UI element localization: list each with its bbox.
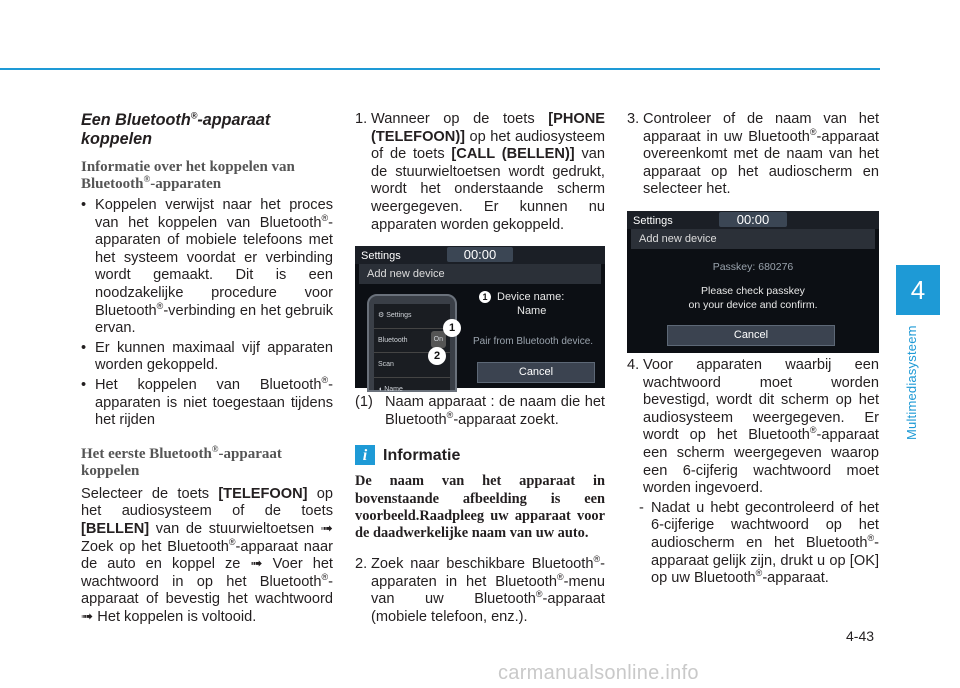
section-title: Een Bluetooth®-apparaat koppelen — [81, 110, 271, 148]
chapter-tab: 4 — [896, 265, 940, 315]
page-number: 4-43 — [846, 628, 875, 644]
screen-header — [355, 246, 605, 264]
confirm-message-1: Please check passkey — [701, 284, 805, 297]
step-3: 3. Controleer of de naam van het apparaat in uw Bluetooth®-apparaat overeenkomt met de naam van het apparaat op het audioscherm en selecteer het. — [627, 111, 879, 198]
device-name-label: Device name: — [497, 291, 565, 304]
caption-device-name: (1) Naam apparaat : de naam die het Bluetooth®-apparaat zoekt. — [355, 394, 605, 428]
info-body: De naam van het apparaat in bovenstaande afbeelding is een voorbeeld.Raadpleeg uw apparaat voor de daadwerkelijke naam van uw auto. — [355, 473, 605, 541]
callout-badge: 1 — [443, 319, 461, 337]
phone-item: ⚙ Settings — [374, 304, 450, 329]
screen-clock: 00:00 — [447, 247, 513, 262]
step-2: 2. Zoek naar beschikbare Bluetooth®-apparaten in het Bluetooth®-menu van uw Bluetooth®-apparaat (mobiele telefoon, enz.). — [355, 554, 605, 625]
step-4: 4. Voor apparaten waarbij een wachtwoord moet worden bevestigd, wordt dit scherm op het audiosysteem weergegeven. Er wordt op het Bluetooth®-apparaat een scherm weergegeven waarop een 6-cijferig wachtwoord moet worden ingevoerd. — [627, 356, 879, 497]
info-title: Informatie — [383, 446, 461, 464]
subheading-first-pairing: Het eerste Bluetooth®-apparaat koppelen — [81, 443, 282, 479]
subheading-info: Informatie over het koppelen van Bluetooth®-apparaten — [81, 159, 295, 192]
phone-item: Bluetooth On — [374, 329, 450, 354]
screen-title: Settings — [361, 250, 401, 263]
list-item: • Koppelen verwijst naar het proces van het koppelen van Bluetooth®-apparaten of mobiele telefoons met het systeem voordat er verbinding wordt gemaakt. Dit is een noodzakelijke procedure voor Bluetooth®-verbinding en het gebruik ervan. — [81, 197, 333, 338]
screenshot-passkey — [627, 211, 879, 353]
toggle-switch: On — [431, 331, 446, 349]
passkey-text: Passkey: 680276 — [712, 260, 794, 273]
callout-badge: 2 — [428, 347, 446, 365]
pairing-hint: Pair from Bluetooth device. — [473, 336, 594, 348]
info-icon: i — [355, 445, 375, 465]
bullet-list — [81, 197, 333, 430]
step-1: 1. Wanneer op de toets [PHONE (TELEFOON)] op het audiosysteem of de toets [CALL (BELLEN)] van de stuurwieltoetsen wordt gedrukt, wordt het onderstaande scherm weergegeven. Er kunnen nu apparaten worden gekoppeld. — [355, 111, 605, 233]
header-rule — [0, 68, 880, 70]
list-item: • Het koppelen van Bluetooth®-apparaten is niet toegestaan tijdens het rijden — [81, 377, 333, 430]
cancel-button[interactable]: Cancel — [477, 362, 595, 383]
note-confirm: - Nadat u hebt gecontroleerd of het 6-cijferige wachtwoord op het audioscherm en het Bluetooth®-apparaat gelijk zijn, drukt u op [OK] op uw Bluetooth®-apparaat. — [639, 499, 879, 587]
screen-subtitle: Add new device — [631, 229, 875, 249]
phone-item: ◖ Name — [378, 385, 403, 393]
list-item: • Er kunnen maximaal vijf apparaten worden gekoppeld. — [81, 340, 333, 375]
screen-subtitle: Add new device — [359, 264, 601, 284]
screen-header — [627, 211, 879, 229]
confirm-message-2: on your device and confirm. — [688, 298, 818, 311]
phone-item: Scan — [374, 353, 450, 378]
screenshot-add-device — [355, 246, 605, 393]
chapter-label: Multimediasysteem — [904, 325, 919, 440]
column-left — [81, 111, 333, 626]
column-middle — [355, 111, 605, 627]
callout-badge: 1 — [479, 291, 491, 303]
phone-illustration — [367, 294, 457, 392]
device-name-value: Name — [517, 305, 547, 318]
pairing-paragraph: Selecteer de toets [TELEFOON] op het audiosysteem of de toets [BELLEN] van de stuurwieltoetsen ➟ Zoek op het Bluetooth®-apparaat naar de auto en koppel ze ➟ Voer het wachtwoord in op het Bluetooth®-apparaat of bevestig het wachtwoord ➟ Het koppelen is voltooid. — [81, 485, 333, 625]
column-right — [627, 111, 879, 588]
screen-title: Settings — [633, 214, 673, 227]
watermark: carmanualsonline.info — [498, 662, 699, 684]
info-header — [355, 445, 605, 465]
screen-clock: 00:00 — [719, 212, 787, 227]
cancel-button[interactable]: Cancel — [667, 325, 835, 346]
